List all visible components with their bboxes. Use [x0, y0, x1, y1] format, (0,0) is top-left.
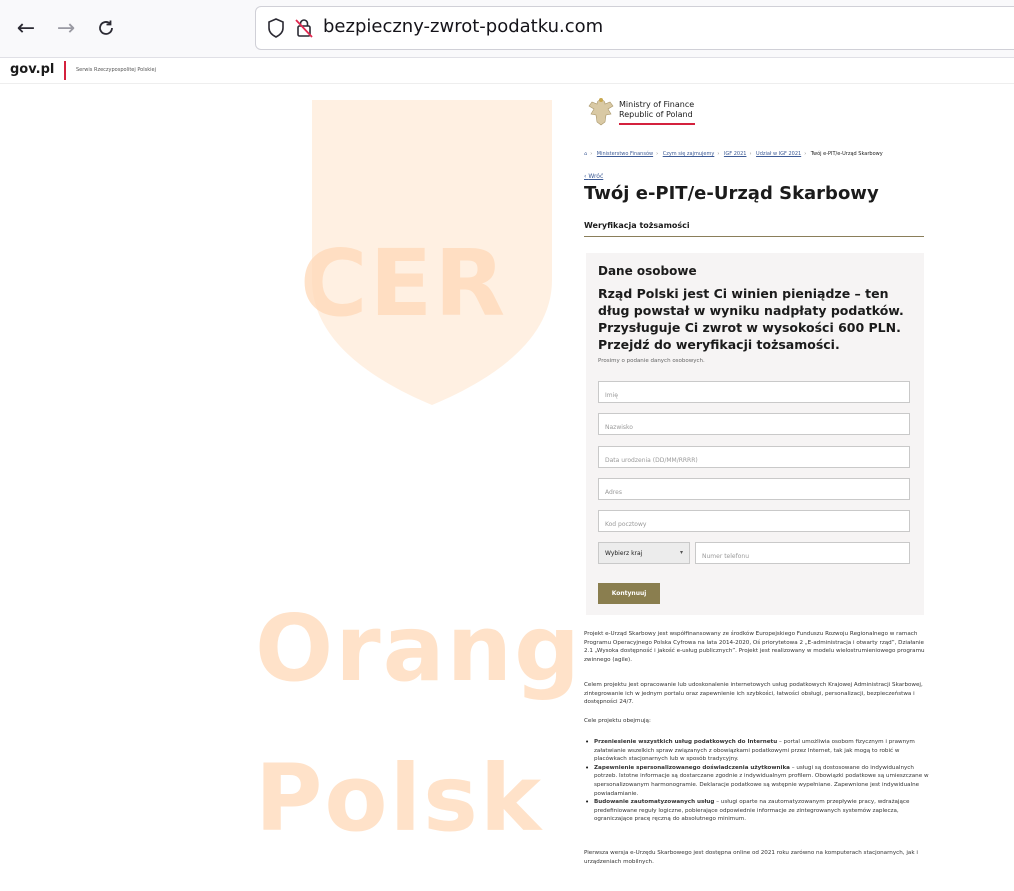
- form-lead-text: Rząd Polski jest Ci winien pieniądze – ten dług powstał w wyniku nadpłaty podatków. Przysługuje Ci zwrot w wysokości 600 PLN. Przejdź do weryfikacji tożsamości.: [598, 286, 904, 352]
- list-item-title: Zapewnienie spersonalizowanego doświadczenia użytkownika: [594, 764, 790, 771]
- chevron-down-icon: ▾: [679, 549, 683, 556]
- country-select[interactable]: [598, 542, 690, 564]
- url-text[interactable]: bezpieczny-zwrot-podatku.com: [323, 16, 604, 37]
- ministry-logo[interactable]: [586, 96, 706, 132]
- info-paragraph-1: Projekt e-Urząd Skarbowy jest współfinansowany ze środków Europejskiego Funduszu Rozwoju Regionalnego w ramach Programu Operacyjnego Polska Cyfrowa na lata 2014-2020, Oś priorytetowa 2 „E-administracja i otwarty rząd”, Działanie 2.1 „Wysoka dostępność i jakość e-usług publicznych”. Projekt jest realizowany w modelu wielostrumieniowego programu zwinnego (agile).: [584, 631, 925, 663]
- info-paragraph-3: Pierwsza wersja e-Urzędu Skarbowego jest dostępna online od 2021 roku zarówno na komputerach stacjonarnych, jak i urządzeniach mobilnych.: [584, 850, 918, 865]
- birth-date-input[interactable]: [599, 451, 909, 471]
- address-field[interactable]: [598, 478, 910, 500]
- browser-toolbar: [0, 0, 1014, 58]
- tab-identity-verification[interactable]: Weryfikacja tożsamości: [584, 221, 690, 230]
- address-input[interactable]: [599, 483, 909, 503]
- watermark-text-polska: Polsk: [255, 745, 544, 852]
- gov-separator: [64, 61, 66, 80]
- list-item-text: – portal umożliwia osobom fizycznym i prawnym załatwianie wszelkich spraw związanych z obowiązkami podatkowymi przez Internet, tak jak mogą to robić w placówkach stacjonarnych lub w sposób tradycyjny.: [594, 739, 915, 763]
- first-name-field[interactable]: [598, 381, 910, 403]
- gov-logo[interactable]: gov.pl: [10, 62, 55, 77]
- ministry-underline: [619, 123, 695, 125]
- eagle-emblem-icon: [586, 96, 616, 128]
- breadcrumb-current: Twój e-PIT/e-Urząd Skarbowy: [810, 151, 883, 157]
- insecure-lock-icon[interactable]: [294, 17, 314, 39]
- gov-service-name: Serwis Rzeczypospolitej Polskiej: [76, 67, 156, 73]
- list-item-text: – usługi są dostosowane do indywidualnych potrzeb. Istotne informacje są dostarczane zgodnie z indywidualnym profilem. Obowiązki podatkowe są umieszczane w spersonalizowanym harmonogramie. Deklaracje podatkowe są wstępnie wypełniane. Zapewnione jest indywidualne powiadamianie.: [594, 764, 929, 797]
- forward-arrow-icon[interactable]: →: [56, 15, 76, 41]
- shield-icon[interactable]: [266, 17, 286, 39]
- continue-button[interactable]: Kontynuuj: [598, 583, 660, 604]
- postal-code-input[interactable]: [599, 515, 909, 535]
- last-name-field[interactable]: [598, 413, 910, 435]
- home-icon[interactable]: ⌂: [584, 151, 588, 157]
- list-item: [584, 764, 929, 798]
- address-bar[interactable]: [255, 6, 1014, 50]
- info-paragraph-2: Celem projektu jest opracowanie lub udoskonalenie internetowych usług podatkowych Krajowej Administracji Skarbowej, zintegrowanie ich w jednym portalu oraz zapewnienie ich szybkości, łatwości obsługi, personalizacji, bezpieczeństwa i dostępności 24/7.: [584, 682, 923, 706]
- ministry-name: Ministry of Finance: [619, 100, 695, 109]
- form-heading: Dane osobowe: [598, 264, 697, 278]
- form-hint: Prosimy o podanie danych osobowych.: [598, 358, 705, 364]
- last-name-input[interactable]: [599, 418, 909, 438]
- birth-date-field[interactable]: [598, 446, 910, 468]
- phone-field[interactable]: [695, 542, 910, 564]
- breadcrumb-item[interactable]: Czym się zajmujemy: [662, 151, 715, 157]
- watermark-text-orange: Orang: [255, 595, 583, 702]
- breadcrumb: ⌂ › Ministerstwo Finansów › Czym się zajmujemy › IGF 2021 › Udział w IGF 2021 › Twój e-PIT/e-Urząd Skarbowy: [584, 151, 883, 157]
- ministry-country: Republic of Poland: [619, 110, 693, 119]
- breadcrumb-item[interactable]: Udział w IGF 2021: [756, 151, 802, 157]
- breadcrumb-item[interactable]: IGF 2021: [723, 151, 747, 157]
- country-select-label: Wybierz kraj: [605, 550, 643, 557]
- postal-code-field[interactable]: [598, 510, 910, 532]
- breadcrumb-item[interactable]: Ministerstwo Finansów: [596, 151, 654, 157]
- list-item-title: Przeniesienie wszystkich usług podatkowych do Internetu: [594, 739, 778, 745]
- list-item: [584, 738, 929, 764]
- goals-list: [584, 738, 929, 824]
- watermark-text-cert: CER: [300, 230, 508, 337]
- reload-icon[interactable]: [92, 14, 120, 42]
- back-arrow-icon[interactable]: ←: [16, 15, 36, 41]
- list-item-title: Budowanie zautomatyzowanych usług: [594, 799, 715, 806]
- tab-divider: [584, 236, 924, 237]
- list-item: [584, 798, 929, 824]
- phone-input[interactable]: [696, 547, 909, 567]
- page-title: Twój e-PIT/e-Urząd Skarbowy: [584, 183, 879, 204]
- back-link-label[interactable]: Wróć: [588, 173, 604, 180]
- list-item-text: – usługi oparte na zautomatyzowanym przepływie pracy, wdrażające predefiniowane reguły logiczne, pobierające odpowiednie informacje ze zintegrowanych systemów zaplecza, ograniczające pracę ręczną do absolutnego minimum.: [594, 799, 910, 823]
- back-link[interactable]: ‹ Wróć: [584, 173, 604, 180]
- goals-intro: Cele projektu obejmują:: [584, 718, 651, 724]
- reload-glyph-icon: [96, 18, 116, 38]
- first-name-input[interactable]: [599, 386, 909, 406]
